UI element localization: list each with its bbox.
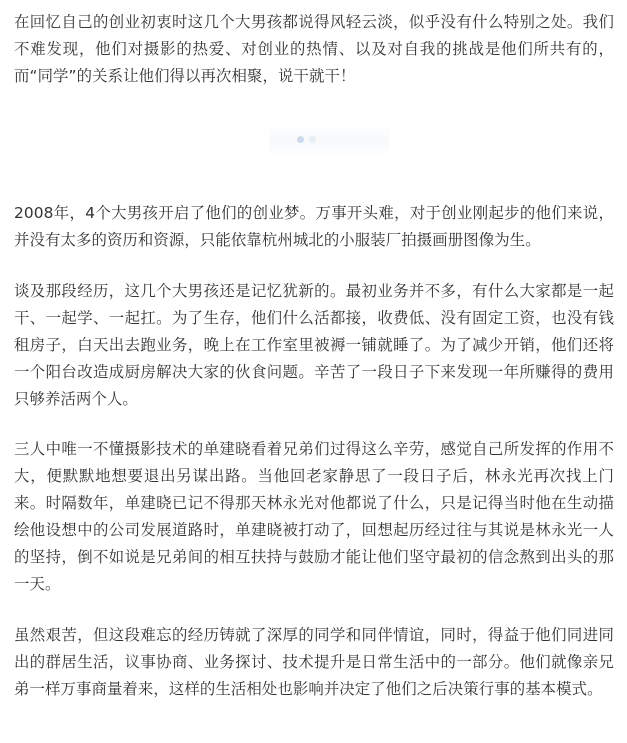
loading-dot-icon xyxy=(297,136,304,143)
paragraph-shan-jianxiao: 三人中唯一不懂摄影技术的单建晓看着兄弟们过得这么辛劳，感觉自己所发挥的作用不大，便默默地想要退出另谋出路。当他回老家静思了一段日子后，林永光再次找上门来。时隔数年，单建晓已记不得那天林永光对他都说了什么，只是记得当时他在生动描绘他设想中的公司发展道路时，单建晓被打动了，回想起历经过往与其说是林永光一人的坚持，倒不如说是兄弟间的相互扶持与鼓励才能让他们坚守最初的信念熬到出头的那一天。 xyxy=(14,440,614,593)
paragraph-2008-start: 2008年，4个大男孩开启了他们的创业梦。万事开头难，对于创业刚起步的他们来说，并没有太多的资历和资源，只能依靠杭州城北的小服装厂拍摄画册图像为生。 xyxy=(14,204,614,249)
paragraph-startup-motivation: 在回忆自己的创业初衷时这几个大男孩都说得风轻云淡，似乎没有什么特别之处。我们不难发现，他们对摄影的热爱、对创业的热情、以及对自我的挑战是他们所共有的，而“同学”的关系让他们得以再次相聚，说干就干！ xyxy=(14,13,614,85)
paragraph-early-hardship: 谈及那段经历，这几个大男孩还是记忆犹新的。最初业务并不多，有什么大家都是一起干、一起学、一起扛。为了生存，他们什么活都接，收费低、没有固定工资，也没有钱租房子，白天出去跑业务，晚上在工作室里被褥一铺就睡了。为了减少开销，他们还将一个阳台改造成厨房解决大家的伙食问题。辛苦了一段日子下来发现一年所赚得的费用只够养活两个人。 xyxy=(14,282,614,408)
loading-dot-icon xyxy=(309,136,316,143)
paragraph-friendship: 虽然艰苦，但这段难忘的经历铸就了深厚的同学和同伴情谊，同时，得益于他们同进同出的群居生活，议事协商、业务探讨、技术提升是日常生活中的一部分。他们就像亲兄弟一样万事商量着来，这样的生活相处也影响并决定了他们之后决策行事的基本模式。 xyxy=(14,626,614,698)
image-loading-placeholder xyxy=(269,124,389,158)
